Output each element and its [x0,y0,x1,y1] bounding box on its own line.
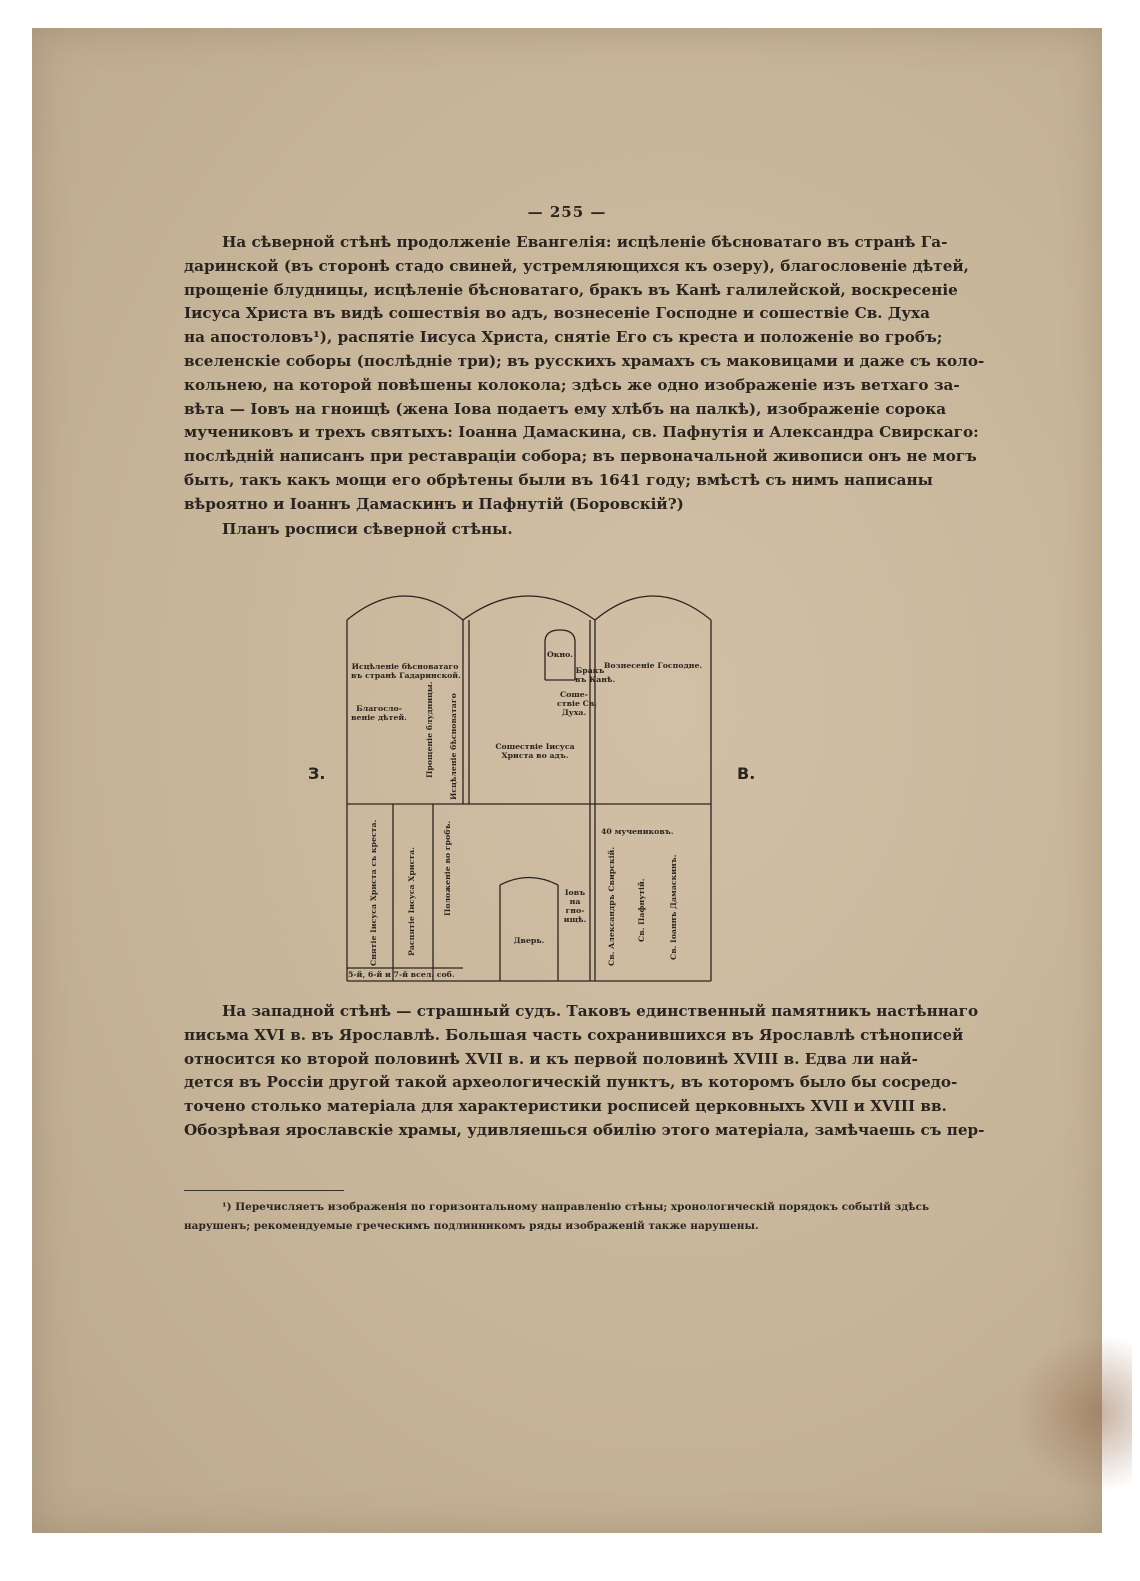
text-line: кольнею, на которой повѣшены колокола; здѣсь же одно изображеніе изъ ветхаго за- [184,375,960,394]
label-paphnutius: Св. Пафнутій. [637,878,646,942]
text-line: на апостоловъ¹), распятіе Іисуса Христа, снятіе Его съ креста и положеніе во гробъ; [184,328,943,347]
label-line: ствіе Св. [557,699,597,708]
text-line: Іисуса Христа въ видѣ сошествія во адъ, вознесеніе Господне и сошествіе Св. Духа [184,304,930,323]
text-line: Обозрѣвая ярославскіе храмы, удивляешься обилію этого матеріала, замѣчаешь съ пер- [184,1120,985,1139]
text-line: послѣдній написанъ при реставраціи собора; въ первоначальной живописи онъ не могъ [184,447,977,466]
footnote-line: нарушенъ; рекомендуемые греческимъ подлинникомъ ряды изображеній также нарушены. [184,1220,759,1232]
footnote [184,1198,930,1236]
text-line: дется въ Россіи другой такой археологическій пунктъ, въ которомъ было бы сосредо- [184,1073,958,1092]
label-east: В. [737,764,756,783]
text-line: вѣроятно и Іоаннъ Дамаскинъ и Пафнутій (Боровскій?) [184,494,684,513]
text-line: На сѣверной стѣнѣ продолженіе Евангелія: исцѣленіе бѣсноватаго въ странѣ Га- [222,233,948,251]
text-line: вселенскіе соборы (послѣдніе три); въ русскихъ храмахъ съ маковицами и даже съ коло- [184,351,985,370]
text-line: даринской (въ сторонѣ стадо свиней, устремляющихся къ озеру), благословеніе дѣтей, [184,256,969,275]
footnote-line: ¹) Перечисляетъ изображенія по горизонтальному направленію стѣны; хронологическій порядокъ событій здѣсь [222,1201,930,1213]
label-martyrs: 40 мучениковъ. [601,827,674,836]
label-blessing-children [351,704,407,722]
text-line: вѣта — Іовъ на гноищѣ (жена Іова подаетъ ему хлѣбъ на палкѣ), изображеніе сорока [184,399,947,418]
plan-frame [345,580,715,984]
label-deposition: Снятіе Іисуса Христа съ креста. [369,819,378,966]
label-ascension: Вознесеніе Господне. [603,661,703,670]
label-entombment: Положеніе во гробъ. [443,820,452,916]
label-job [560,888,590,924]
label-healing-gadarene [351,662,459,680]
page-number: — 255 — [527,203,607,221]
label-line: въ странѣ Гадаринской. [351,671,461,680]
text-line: быть, такъ какъ мощи его обрѣтены были въ 1641 году; вмѣстѣ съ нимъ написаны [184,470,933,489]
text-line: письма XVI в. въ Ярославлѣ. Большая часть сохранившихся въ Ярославлѣ стѣнописей [184,1025,964,1044]
label-line: на [569,897,581,906]
footnote-rule [184,1190,344,1191]
label-west: З. [308,764,326,783]
label-pentecost [557,690,597,717]
paragraph-north-wall [184,231,985,517]
label-john-damascene: Св. Іоаннъ Дамаскинъ. [669,854,678,960]
label-line: Исцѣленіе бѣсноватаго [351,662,459,671]
label-healing-demoniac: Исцѣленіе бѣсноватаго [449,693,458,800]
label-line: въ Канѣ. [575,675,616,684]
label-line: гно- [565,906,585,915]
label-descent-hell [495,742,575,760]
paragraph-west-wall [184,1000,985,1143]
label-line: Сошествіе Іисуса [495,742,575,751]
label-line: Соше- [560,690,588,699]
label-window: Окно. [546,650,574,659]
label-line: Бракъ [575,666,605,675]
text-line: прощеніе блудницы, исцѣленіе бѣсноватаго, бракъ въ Канѣ галилейской, воскресеніе [184,280,958,299]
label-door: Дверь. [513,936,545,945]
plan-caption: Планъ росписи сѣверной стѣны. [222,520,513,538]
label-forgiveness-harlot: Прощеніе блудницы. [425,681,434,778]
label-councils: 5-й, 6-й и 7-й всел. соб. [348,970,455,979]
text-line: точено столько матеріала для характеристики росписей церковныхъ XVII и XVIII вв. [184,1097,947,1116]
label-alexander: Св. Александръ Свирскій. [607,846,616,966]
page-stain [1012,1333,1132,1493]
label-line: Іовъ [564,888,586,897]
label-line: ищѣ. [563,915,587,924]
text-line: относится ко второй половинѣ XVII в. и къ первой половинѣ XVIII в. Едва ли най- [184,1049,918,1068]
label-line: Благосло- [356,704,402,713]
text-line: На западной стѣнѣ — страшный судъ. Таковъ единственный памятникъ настѣннаго [222,1002,979,1020]
label-line: Духа. [561,708,587,717]
page-sheet [32,28,1102,1533]
label-crucifixion: Распятіе Іисуса Христа. [407,847,416,956]
text-line: мучениковъ и трехъ святыхъ: Іоанна Дамаскина, св. Пафнутія и Александра Свирскаго: [184,423,979,442]
label-line: веніе дѣтей. [351,713,407,722]
label-line: Христа во адъ. [501,751,569,760]
north-wall-plan [345,580,715,984]
